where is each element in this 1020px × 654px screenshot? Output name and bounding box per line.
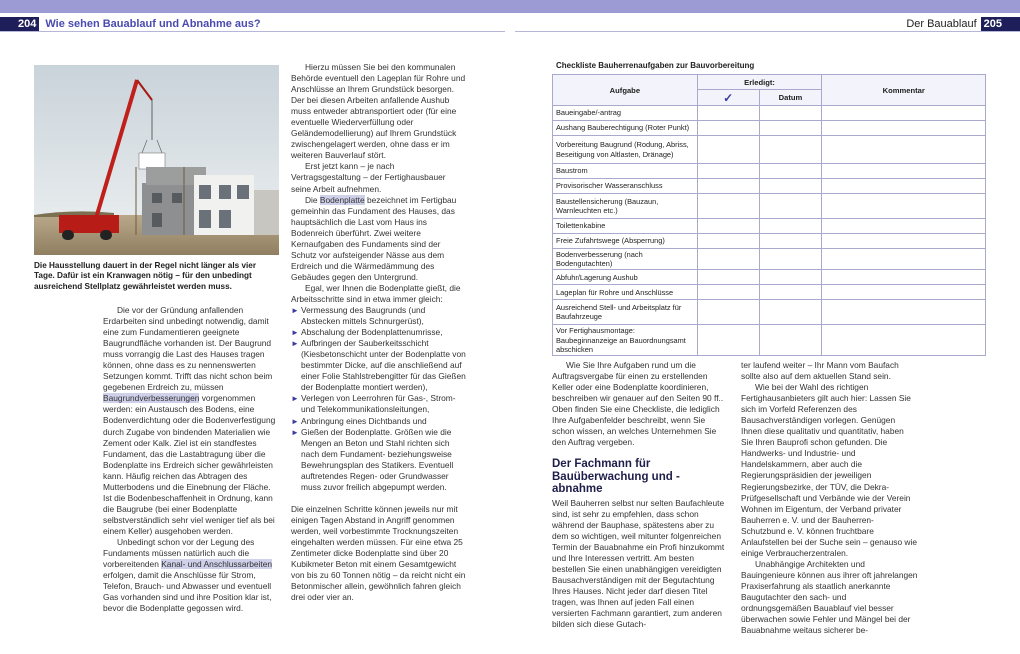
checkmark-icon: ✓ bbox=[697, 90, 759, 106]
right-page-header bbox=[906, 17, 1020, 31]
arrow-bullet-icon: ► bbox=[291, 339, 299, 349]
comment-cell bbox=[822, 164, 986, 179]
task-cell: Vorbereitung Baugrund (Rodung, Abriss, Beseitigung von Altlasten, Dränage) bbox=[553, 136, 698, 164]
comment-cell bbox=[822, 194, 986, 219]
done-cell bbox=[697, 194, 759, 219]
task-cell: Provisorischer Wasseranschluss bbox=[553, 179, 698, 194]
date-cell bbox=[759, 249, 822, 270]
list-item: ► Anbringung eines Dichtbands und bbox=[291, 415, 427, 426]
date-cell bbox=[759, 106, 822, 121]
date-cell bbox=[759, 194, 822, 219]
comment-cell bbox=[822, 249, 986, 270]
table-row bbox=[553, 285, 986, 300]
task-cell: Baustrom bbox=[553, 164, 698, 179]
comment-cell bbox=[822, 234, 986, 249]
done-cell bbox=[697, 300, 759, 325]
table-row bbox=[553, 194, 986, 219]
task-cell: Abfuhr/Lagerung Aushub bbox=[553, 270, 698, 285]
steps-list bbox=[291, 305, 466, 493]
date-cell bbox=[759, 219, 822, 234]
paragraph: Erst jetzt kann – je nach Vertragsgestaltung – der Fertighausbauer seine Arbeit aufnehmen. bbox=[291, 161, 446, 194]
left-header-rule bbox=[0, 31, 505, 32]
done-cell bbox=[697, 249, 759, 270]
arrow-bullet-icon: ► bbox=[291, 394, 299, 404]
arrow-bullet-icon: ► bbox=[291, 416, 299, 426]
checklist-title: Checkliste Bauherrenaufgaben zur Bauvorbereitung bbox=[556, 61, 755, 70]
arrow-bullet-icon: ► bbox=[291, 328, 299, 338]
left-page-number: 204 bbox=[0, 17, 39, 31]
section-heading: Der Fachmann für Bauüberwachung und -abnahme bbox=[552, 458, 680, 496]
list-item: ► Gießen der Bodenplatte. Größen wie die Mengen an Beton und Stahl richten sich nach dem Fundament- beziehungsweise Bewehrungsplan des Statikers. Eventuell auftretendes Regen- oder Grundwasser muss zuvor freilich abgepumpt werden. bbox=[291, 426, 454, 492]
left-column-2 bbox=[291, 62, 466, 603]
list-item: ► Abschalung der Bodenplattenumrisse, bbox=[291, 327, 443, 338]
table-row bbox=[553, 219, 986, 234]
comment-cell bbox=[822, 285, 986, 300]
paragraph: ter laufend weiter – Ihr Mann vom Baufach sollte also auf dem aktuellen Stand sein. bbox=[741, 360, 899, 382]
table-row bbox=[553, 300, 986, 325]
table-row bbox=[553, 121, 986, 136]
comment-cell bbox=[822, 106, 986, 121]
paragraph: Hierzu müssen Sie bei den kommunalen Behörde eventuell den Lageplan für Rohre und Anschlüsse an Ihrem Grundstück besorgen. Der bei diesen Arbeiten anfallende Aushub muss entweder abtransportiert oder (für eine eventuelle Wiederverfüllung oder Geländemodellierung) auf Ihrem Grundstück zwischengelagert werden, ohne dass er im weiteren Bauverlauf stört. bbox=[291, 62, 466, 161]
right-column-2 bbox=[741, 360, 918, 636]
done-cell bbox=[697, 285, 759, 300]
date-cell bbox=[759, 325, 822, 356]
comment-cell bbox=[822, 121, 986, 136]
table-row bbox=[553, 136, 986, 164]
table-row bbox=[553, 179, 986, 194]
paragraph: Die einzelnen Schritte können jeweils nur mit einigen Tagen Abstand in Angriff genommen werden, weil vorbestimmte Trocknungszeiten eingehalten werden müssen. Für eine etwa 25 Zentimeter dicke Bodenplatte sind über 20 Kubikmeter Beton mit einem Gesamtgewicht von bis zu 60 Tonnen nötig – da reicht nicht ein Betonmischer allein, gewöhnlich fahren gleich drei oder vier an. bbox=[291, 503, 466, 603]
paragraph: Unbedingt schon vor der Legung des Fundaments müssen natürlich auch die vorbereitenden Kanal- und Anschlussarbeiten erfolgen, damit die Anschlüsse für Strom, Telefon, Brauch- und Abwasser und eventuell Gas vorhanden sind und ihre Position klar ist, bevor die Bodenplatte gegossen wird. bbox=[103, 536, 273, 614]
comment-cell bbox=[822, 219, 986, 234]
done-cell bbox=[697, 106, 759, 121]
task-cell: Bodenverbesserung (nach Bodengutachten) bbox=[553, 249, 698, 270]
right-header-rule bbox=[515, 31, 1020, 32]
paragraph: Weil Bauherren selbst nur selten Baufachleute sind, ist sehr zu empfehlen, dass schon während der Bauphase, spätestens aber zu dem so wichtigen, weil mitunter folgenreichen Termin der Bauabnahme ein Profi hinzukommt und Ihre Interessen vertritt. Am besten bestellen Sie einen unabhängigen vereidigten Bausachverständigen mit der Begutachtung Ihres Hauses. Nicht jeder darf diesen Titel tragen, was Ihnen auf jeden Fall einen versierten Fachmann garantiert, zum anderen bilden sich diese Gutach- bbox=[552, 497, 725, 630]
paragraph: Die vor der Gründung anfallenden Erdarbeiten sind unbedingt notwendig, damit eine zum Fundamentieren geeignete Baugrundfläche vorhanden ist. Der Baugrund muss vorrangig die Last des Hauses tragen können, ohne dass es zu nennenswerten Setzungen kommt. Trifft das nicht schon beim gegebenen Erdreich zu, müssen Baugrundverbesserungen vorgenommen werden: ein Austausch des Bodens, eine Bodenverdichtung oder die Bodenverfestigung durch Zugabe von bindenden Materialien wie Zement oder Kalk. Ziel ist ein standfestes Fundament, das die Lastabtragung über die Bodenplatte ins Erdreich sicher gewährleisten kann. Häufig reichen das Abtragen des Mutterbodens und die Einebnung der Fläche. Ist die Bodenbeschaffenheit in Ordnung, kann die Baugrube (bei einer Bodenplatte selbstverständlich sehr viel weniger tief als bei einem Keller) ausgehoben werden. bbox=[103, 305, 276, 536]
done-cell bbox=[697, 164, 759, 179]
table-row bbox=[553, 270, 986, 285]
arrow-bullet-icon: ► bbox=[291, 306, 299, 316]
comment-cell bbox=[822, 179, 986, 194]
highlighted-term: Bodenplatte bbox=[319, 194, 365, 205]
task-cell: Baustellensicherung (Bauzaun, Warnleuchten etc.) bbox=[553, 194, 698, 219]
paragraph: Egal, wer Ihnen die Bodenplatte gießt, die Arbeitsschritte sind in etwa immer gleich: bbox=[291, 282, 461, 304]
table-row bbox=[553, 249, 986, 270]
date-cell bbox=[759, 179, 822, 194]
column-header-task: Aufgabe bbox=[553, 75, 698, 106]
date-cell bbox=[759, 285, 822, 300]
highlighted-term: Kanal- und Anschlussarbeiten bbox=[161, 559, 273, 570]
list-item: ► Aufbringen der Sauberkeitsschicht (Kiesbetonschicht unter der Bodenplatte von bestimmter Dicke, auf die anschließend auf einer Folie Stahlstrebengitter für das Gießen der Bodenplatte montiert werden), bbox=[291, 338, 466, 393]
task-cell: Lageplan für Rohre und Anschlüsse bbox=[553, 285, 698, 300]
column-header-done: Erledigt: bbox=[697, 75, 822, 90]
left-page-title: Wie sehen Bauablauf und Abnahme aus? bbox=[45, 18, 261, 30]
highlighted-term: Baugrundverbesserungen bbox=[103, 393, 200, 404]
date-cell bbox=[759, 136, 822, 164]
date-cell bbox=[759, 270, 822, 285]
task-cell: Freie Zufahrtswege (Absperrung) bbox=[553, 234, 698, 249]
task-cell: Aushang Bauberechtigung (Roter Punkt) bbox=[553, 121, 698, 136]
task-cell: Ausreichend Stell- und Arbeitsplatz für Baufahrzeuge bbox=[553, 300, 698, 325]
paragraph: Wie Sie Ihre Aufgaben rund um die Auftragsvergabe für einen zu erstellenden Keller oder eine Bodenplatte koordinieren, beschreiben wir genauer auf den Seiten 90 ff.. Oben finden Sie eine Checkliste, die lediglich Ihre Aufgabenfelder beschreibt, wenn Sie schon wissen, an welches Unternehmen Sie den Auftrag vergeben. bbox=[552, 360, 724, 448]
left-page-header bbox=[0, 17, 261, 31]
comment-cell bbox=[822, 136, 986, 164]
date-cell bbox=[759, 121, 822, 136]
list-item: ► Verlegen von Leerrohren für Gas-, Strom- und Telekommunikationsleitungen, bbox=[291, 393, 456, 415]
date-cell bbox=[759, 234, 822, 249]
left-column-1 bbox=[103, 305, 278, 614]
done-cell bbox=[697, 234, 759, 249]
task-cell: Toilettenkabine bbox=[553, 219, 698, 234]
date-cell bbox=[759, 164, 822, 179]
arrow-bullet-icon: ► bbox=[291, 427, 299, 437]
comment-cell bbox=[822, 270, 986, 285]
photo-caption: Die Hausstellung dauert in der Regel nicht länger als vier Tage. Dafür ist ein Kranwagen nötig – für den unbedingt ausreichend Stellplatz gewährleistet werden muss. bbox=[34, 261, 257, 291]
column-header-date: Datum bbox=[759, 90, 822, 106]
column-header-comment: Kommentar bbox=[822, 75, 986, 106]
right-section-title: Der Bauablauf bbox=[906, 18, 977, 30]
comment-cell bbox=[822, 325, 986, 356]
checklist-table bbox=[552, 74, 986, 356]
table-row bbox=[553, 325, 986, 356]
paragraph: Unabhängige Architekten und Bauingenieure können aus ihrer oft jahrelangen Praxiserfahrung als staatlich anerkannte Baugutachter den sach- und ordnungsgemäßen Bauablauf viel besser überwachen sowie Fehler und Mängel bei der Bauabnahme weitaus sicherer be- bbox=[741, 558, 918, 636]
table-row bbox=[553, 106, 986, 121]
paragraph: Wie bei der Wahl des richtigen Fertighausanbieters gilt auch hier: Lassen Sie sich im Vorfeld Referenzen des Bausachverständigen vorlegen. Genügen Ihnen diese qualitativ und quantitativ, haben Sie Ihren Bauprofi schon gefunden. Die Handwerks- und Industrie- und Handelskammern, aber auch die Regierungspräsidien der jeweiligen Regierungsbezirke, der TÜV, die Dekra-Prüfgesellschaft und Verbände wie der Verein Wohnen im Eigentum, der Verband privater Bauherren e. V. und der Bauherren-Schutzbund e. V. können fruchtbare Anlaufstellen bei der Suche sein – genauso wie einige Verbraucherzentralen. bbox=[741, 382, 917, 558]
done-cell bbox=[697, 136, 759, 164]
done-cell bbox=[697, 179, 759, 194]
done-cell bbox=[697, 270, 759, 285]
table-row bbox=[553, 234, 986, 249]
paragraph: Die Bodenplatte bezeichnet im Fertigbau gemeinhin das Fundament des Hauses, das hauptsächlich die Last vom Haus ins Bodenreich überführt. Zwei weitere Kernaufgaben des Fundaments sind der Schutz vor aufsteigender Nässe aus dem Erdreich und die Wärmedämmung des Gebäudes gegen den Untergrund. bbox=[291, 194, 457, 282]
done-cell bbox=[697, 121, 759, 136]
construction-photo bbox=[34, 65, 279, 255]
table-row bbox=[553, 164, 986, 179]
comment-cell bbox=[822, 300, 986, 325]
done-cell bbox=[697, 219, 759, 234]
right-page-number: 205 bbox=[981, 17, 1020, 31]
top-color-band bbox=[0, 0, 1020, 13]
done-cell bbox=[697, 325, 759, 356]
date-cell bbox=[759, 300, 822, 325]
list-item: ► Vermessung des Baugrunds (und Abstecken mittels Schnurgerüst), bbox=[291, 305, 426, 327]
task-cell: Vor Fertighausmontage: Baubeginnanzeige an Bauordnungsamt abschicken bbox=[553, 325, 698, 356]
right-column-1 bbox=[552, 360, 727, 630]
task-cell: Baueingabe/-antrag bbox=[553, 106, 698, 121]
